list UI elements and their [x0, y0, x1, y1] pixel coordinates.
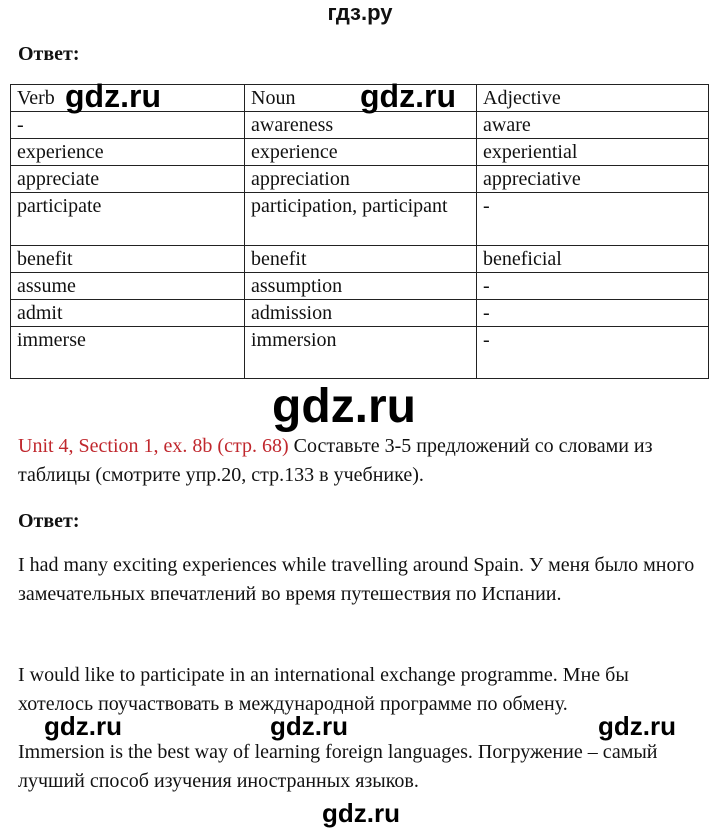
table-row — [11, 112, 709, 139]
table-row — [11, 327, 709, 379]
adjective-cell: aware — [477, 112, 709, 139]
noun-cell: appreciation — [245, 166, 477, 193]
watermark: gdz.ru — [598, 711, 676, 741]
adjective-cell: - — [477, 193, 709, 246]
adjective-cell: experiential — [477, 139, 709, 166]
column-header-noun: Noun — [245, 85, 477, 112]
noun-cell: assumption — [245, 273, 477, 300]
noun-cell: admission — [245, 300, 477, 327]
noun-cell: experience — [245, 139, 477, 166]
verb-cell: experience — [11, 139, 245, 166]
noun-cell: immersion — [245, 327, 477, 379]
task-instruction: Составьте 3-5 предложений со словами из таблицы (смотрите упр.20, стр.133 в учебнике). — [18, 435, 653, 486]
adjective-cell: - — [477, 300, 709, 327]
verb-cell: admit — [11, 300, 245, 327]
watermark: gdz.ru — [360, 78, 456, 114]
adjective-cell: - — [477, 327, 709, 379]
verb-cell: - — [11, 112, 245, 139]
answer-paragraph: I had many exciting experiences while travelling around Spain. У меня было много замечательных впечатлений во время путешествия по Испании. — [18, 554, 695, 605]
watermark: gdz.ru — [65, 78, 161, 114]
noun-cell: benefit — [245, 246, 477, 273]
answer-paragraph: Immersion is the best way of learning foreign languages. Погружение – самый лучший способ изучения иностранных языков. — [18, 741, 658, 792]
adjective-cell: beneficial — [477, 246, 709, 273]
table-row — [11, 193, 709, 246]
verb-cell: immerse — [11, 327, 245, 379]
exercise-reference: Unit 4, Section 1, ex. 8b (стр. 68) — [18, 435, 289, 457]
watermark: gdz.ru — [270, 711, 348, 741]
adjective-cell: appreciative — [477, 166, 709, 193]
noun-cell: participation, participant — [245, 193, 477, 246]
watermark: gdz.ru — [322, 798, 400, 828]
watermark: gdz.ru — [272, 380, 416, 433]
table-row — [11, 166, 709, 193]
task-statement — [18, 432, 708, 490]
column-header-verb: Verb — [11, 85, 245, 112]
table-row — [11, 246, 709, 273]
table-row — [11, 300, 709, 327]
answer-label: Ответ: — [18, 510, 80, 532]
table-row — [11, 273, 709, 300]
watermark: gdz.ru — [44, 711, 122, 741]
verb-cell: participate — [11, 193, 245, 246]
word-forms-table — [10, 84, 709, 379]
verb-cell: benefit — [11, 246, 245, 273]
column-header-adjective: Adjective — [477, 85, 709, 112]
answer-label: Ответ: — [18, 43, 80, 65]
table-row — [11, 139, 709, 166]
answer-paragraph: I would like to participate in an international exchange programme. Мне бы хотелось поучаствовать в международной программе по обмену. — [18, 664, 629, 715]
verb-cell: assume — [11, 273, 245, 300]
noun-cell: awareness — [245, 112, 477, 139]
adjective-cell: - — [477, 273, 709, 300]
verb-cell: appreciate — [11, 166, 245, 193]
site-title: гдз.ру — [327, 0, 393, 25]
